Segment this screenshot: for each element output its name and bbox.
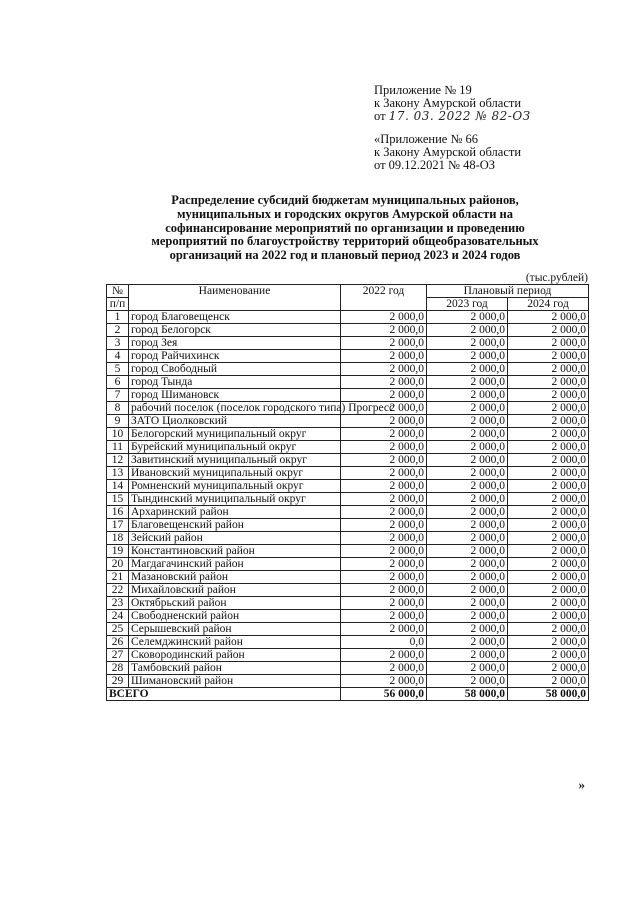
header-2023: 2023 год [427, 298, 508, 311]
document-title [80, 194, 610, 263]
row-number: 25 [107, 623, 129, 636]
row-value-2024: 2 000,0 [508, 506, 589, 519]
header-2024: 2024 год [508, 298, 589, 311]
table-row [107, 415, 589, 428]
row-value-2024: 2 000,0 [508, 350, 589, 363]
appendix-66-line1: «Приложение № 66 [374, 132, 479, 146]
row-value-2023: 2 000,0 [427, 571, 508, 584]
row-name: город Белогорск [129, 324, 341, 337]
row-value-2022: 0,0 [341, 636, 427, 649]
row-number: 10 [107, 428, 129, 441]
row-value-2023: 2 000,0 [427, 480, 508, 493]
row-number: 19 [107, 545, 129, 558]
row-value-2023: 2 000,0 [427, 363, 508, 376]
table-row [107, 571, 589, 584]
row-name: город Благовещенск [129, 311, 341, 324]
table-row [107, 558, 589, 571]
table-row [107, 467, 589, 480]
row-value-2024: 2 000,0 [508, 311, 589, 324]
title-line: организаций на 2022 год и плановый период 2023 и 2024 годов [169, 248, 521, 263]
row-name: рабочий поселок (поселок городского типа) Прогресс [129, 402, 341, 415]
row-value-2023: 2 000,0 [427, 441, 508, 454]
row-name: город Тында [129, 376, 341, 389]
row-value-2024: 2 000,0 [508, 545, 589, 558]
row-number: 28 [107, 662, 129, 675]
subsidy-table [106, 284, 589, 701]
row-number: 18 [107, 532, 129, 545]
table-row [107, 662, 589, 675]
row-name: Мазановский район [129, 571, 341, 584]
row-value-2024: 2 000,0 [508, 649, 589, 662]
row-value-2023: 2 000,0 [427, 415, 508, 428]
row-value-2022: 2 000,0 [341, 675, 427, 688]
table-row [107, 675, 589, 688]
row-value-2024: 2 000,0 [508, 376, 589, 389]
row-name: Константиновский район [129, 545, 341, 558]
row-value-2023: 2 000,0 [427, 597, 508, 610]
appendix-19-block [374, 84, 531, 123]
row-value-2023: 2 000,0 [427, 545, 508, 558]
row-name: Шимановский район [129, 675, 341, 688]
row-value-2023: 2 000,0 [427, 584, 508, 597]
row-value-2024: 2 000,0 [508, 623, 589, 636]
row-value-2024: 2 000,0 [508, 415, 589, 428]
row-name: Тамбовский район [129, 662, 341, 675]
row-name: Тындинский муниципальный округ [129, 493, 341, 506]
row-value-2022: 2 000,0 [341, 506, 427, 519]
row-number: 5 [107, 363, 129, 376]
row-number: 20 [107, 558, 129, 571]
row-value-2024: 2 000,0 [508, 610, 589, 623]
units-label: (тыс.рублей) [525, 272, 588, 284]
table-row [107, 480, 589, 493]
row-value-2024: 2 000,0 [508, 454, 589, 467]
row-name: город Райчихинск [129, 350, 341, 363]
row-value-2022: 2 000,0 [341, 571, 427, 584]
row-value-2024: 2 000,0 [508, 467, 589, 480]
row-value-2022: 2 000,0 [341, 584, 427, 597]
row-number: 14 [107, 480, 129, 493]
row-number: 2 [107, 324, 129, 337]
row-name: Свободненский район [129, 610, 341, 623]
row-number: 27 [107, 649, 129, 662]
row-number: 17 [107, 519, 129, 532]
header-planned-period: Плановый период [427, 285, 589, 298]
row-value-2023: 2 000,0 [427, 558, 508, 571]
row-value-2024: 2 000,0 [508, 337, 589, 350]
row-value-2022: 2 000,0 [341, 467, 427, 480]
row-value-2023: 2 000,0 [427, 610, 508, 623]
closing-quote: » [578, 777, 585, 792]
title-line: муниципальных и городских округов Амурской области на [176, 206, 514, 221]
row-number: 15 [107, 493, 129, 506]
row-name: ЗАТО Циолковский [129, 415, 341, 428]
row-value-2024: 2 000,0 [508, 662, 589, 675]
row-name: Сковородинский район [129, 649, 341, 662]
row-name: Бурейский муниципальный округ [129, 441, 341, 454]
row-name: Ивановский муниципальный округ [129, 467, 341, 480]
total-2022: 56 000,0 [341, 688, 427, 701]
row-value-2023: 2 000,0 [427, 636, 508, 649]
row-value-2022: 2 000,0 [341, 441, 427, 454]
row-number: 16 [107, 506, 129, 519]
row-value-2023: 2 000,0 [427, 454, 508, 467]
row-value-2022: 2 000,0 [341, 493, 427, 506]
row-value-2023: 2 000,0 [427, 519, 508, 532]
table-row [107, 506, 589, 519]
table-row [107, 610, 589, 623]
row-value-2023: 2 000,0 [427, 649, 508, 662]
row-number: 12 [107, 454, 129, 467]
row-value-2023: 2 000,0 [427, 467, 508, 480]
row-value-2024: 2 000,0 [508, 597, 589, 610]
table-row [107, 441, 589, 454]
row-name: Ромненский муниципальный округ [129, 480, 341, 493]
row-value-2024: 2 000,0 [508, 428, 589, 441]
row-value-2022: 2 000,0 [341, 337, 427, 350]
row-value-2023: 2 000,0 [427, 389, 508, 402]
row-value-2024: 2 000,0 [508, 558, 589, 571]
row-value-2023: 2 000,0 [427, 376, 508, 389]
appendix-19-line1: Приложение № 19 [374, 83, 472, 97]
row-value-2023: 2 000,0 [427, 428, 508, 441]
row-value-2022: 2 000,0 [341, 363, 427, 376]
row-name: Белогорский муниципальный округ [129, 428, 341, 441]
row-value-2023: 2 000,0 [427, 350, 508, 363]
row-value-2022: 2 000,0 [341, 545, 427, 558]
row-value-2024: 2 000,0 [508, 584, 589, 597]
table-row [107, 545, 589, 558]
row-name: Магдагачинский район [129, 558, 341, 571]
row-number: 13 [107, 467, 129, 480]
row-value-2022: 2 000,0 [341, 558, 427, 571]
table-row [107, 350, 589, 363]
row-value-2022: 2 000,0 [341, 454, 427, 467]
row-number: 22 [107, 584, 129, 597]
row-name: Серышевский район [129, 623, 341, 636]
row-value-2024: 2 000,0 [508, 441, 589, 454]
title-line: софинансирование мероприятий по организации и проведению [165, 220, 525, 235]
row-value-2024: 2 000,0 [508, 480, 589, 493]
row-number: 23 [107, 597, 129, 610]
appendix-66-line3: от 09.12.2021 № 48-ОЗ [374, 158, 496, 172]
row-value-2024: 2 000,0 [508, 636, 589, 649]
row-number: 4 [107, 350, 129, 363]
row-value-2022: 2 000,0 [341, 610, 427, 623]
table-row [107, 337, 589, 350]
row-value-2022: 2 000,0 [341, 376, 427, 389]
appendix-19-date-prefix: от [374, 109, 386, 123]
row-name: Селемджинский район [129, 636, 341, 649]
row-number: 1 [107, 311, 129, 324]
row-value-2022: 2 000,0 [341, 480, 427, 493]
total-label: ВСЕГО [107, 688, 341, 701]
row-value-2024: 2 000,0 [508, 363, 589, 376]
handwritten-date-number: 17. 03. 2022 № 82-ОЗ [388, 109, 531, 123]
row-name: Октябрьский район [129, 597, 341, 610]
table-row [107, 389, 589, 402]
row-value-2023: 2 000,0 [427, 311, 508, 324]
row-value-2023: 2 000,0 [427, 337, 508, 350]
table-body [107, 311, 589, 688]
row-value-2024: 2 000,0 [508, 675, 589, 688]
header-2022: 2022 год [341, 285, 427, 311]
title-line: Распределение субсидий бюджетам муниципальных районов, [171, 193, 519, 207]
table-row [107, 532, 589, 545]
appendix-19-line3 [374, 110, 531, 123]
row-value-2024: 2 000,0 [508, 532, 589, 545]
table-row [107, 623, 589, 636]
row-number: 3 [107, 337, 129, 350]
row-value-2024: 2 000,0 [508, 324, 589, 337]
row-value-2024: 2 000,0 [508, 389, 589, 402]
row-value-2023: 2 000,0 [427, 506, 508, 519]
row-value-2022: 2 000,0 [341, 311, 427, 324]
row-value-2022: 2 000,0 [341, 532, 427, 545]
row-value-2022: 2 000,0 [341, 519, 427, 532]
row-value-2022: 2 000,0 [341, 402, 427, 415]
table-row [107, 649, 589, 662]
row-name: Завитинский муниципальный округ [129, 454, 341, 467]
row-value-2023: 2 000,0 [427, 324, 508, 337]
total-2024: 58 000,0 [508, 688, 589, 701]
row-value-2024: 2 000,0 [508, 402, 589, 415]
table-row [107, 428, 589, 441]
table-row [107, 376, 589, 389]
row-number: 9 [107, 415, 129, 428]
appendix-66-block [374, 133, 521, 172]
row-value-2024: 2 000,0 [508, 493, 589, 506]
row-value-2022: 2 000,0 [341, 662, 427, 675]
table-row [107, 363, 589, 376]
row-number: 29 [107, 675, 129, 688]
row-number: 7 [107, 389, 129, 402]
row-value-2023: 2 000,0 [427, 623, 508, 636]
appendix-66-line2: к Закону Амурской области [374, 145, 522, 159]
row-value-2022: 2 000,0 [341, 389, 427, 402]
row-value-2024: 2 000,0 [508, 519, 589, 532]
row-value-2022: 2 000,0 [341, 649, 427, 662]
row-value-2022: 2 000,0 [341, 350, 427, 363]
row-name: Благовещенский район [129, 519, 341, 532]
row-value-2023: 2 000,0 [427, 532, 508, 545]
row-value-2023: 2 000,0 [427, 662, 508, 675]
row-name: город Свободный [129, 363, 341, 376]
row-number: 6 [107, 376, 129, 389]
appendix-19-line2: к Закону Амурской области [374, 96, 522, 110]
row-name: Зейский район [129, 532, 341, 545]
row-name: Михайловский район [129, 584, 341, 597]
table-row [107, 493, 589, 506]
table-row [107, 454, 589, 467]
title-line: мероприятий по благоустройству территорий общеобразовательных [151, 234, 539, 249]
row-number: 21 [107, 571, 129, 584]
row-value-2022: 2 000,0 [341, 415, 427, 428]
row-number: 24 [107, 610, 129, 623]
row-value-2022: 2 000,0 [341, 428, 427, 441]
row-value-2023: 2 000,0 [427, 675, 508, 688]
table-row [107, 324, 589, 337]
total-2023: 58 000,0 [427, 688, 508, 701]
row-number: 26 [107, 636, 129, 649]
row-number: 11 [107, 441, 129, 454]
row-value-2024: 2 000,0 [508, 571, 589, 584]
header-number-sub: п/п [107, 298, 129, 311]
row-name: Архаринский район [129, 506, 341, 519]
row-value-2022: 2 000,0 [341, 597, 427, 610]
row-value-2023: 2 000,0 [427, 402, 508, 415]
row-value-2023: 2 000,0 [427, 493, 508, 506]
row-value-2022: 2 000,0 [341, 324, 427, 337]
table-row [107, 519, 589, 532]
table-row [107, 402, 589, 415]
row-value-2022: 2 000,0 [341, 623, 427, 636]
row-name: город Зея [129, 337, 341, 350]
row-number: 8 [107, 402, 129, 415]
row-name: город Шимановск [129, 389, 341, 402]
table-row [107, 597, 589, 610]
table-row [107, 311, 589, 324]
header-name: Наименование [129, 285, 341, 311]
header-number: № [107, 285, 129, 298]
total-row [107, 688, 589, 701]
table-row [107, 636, 589, 649]
table-row [107, 584, 589, 597]
